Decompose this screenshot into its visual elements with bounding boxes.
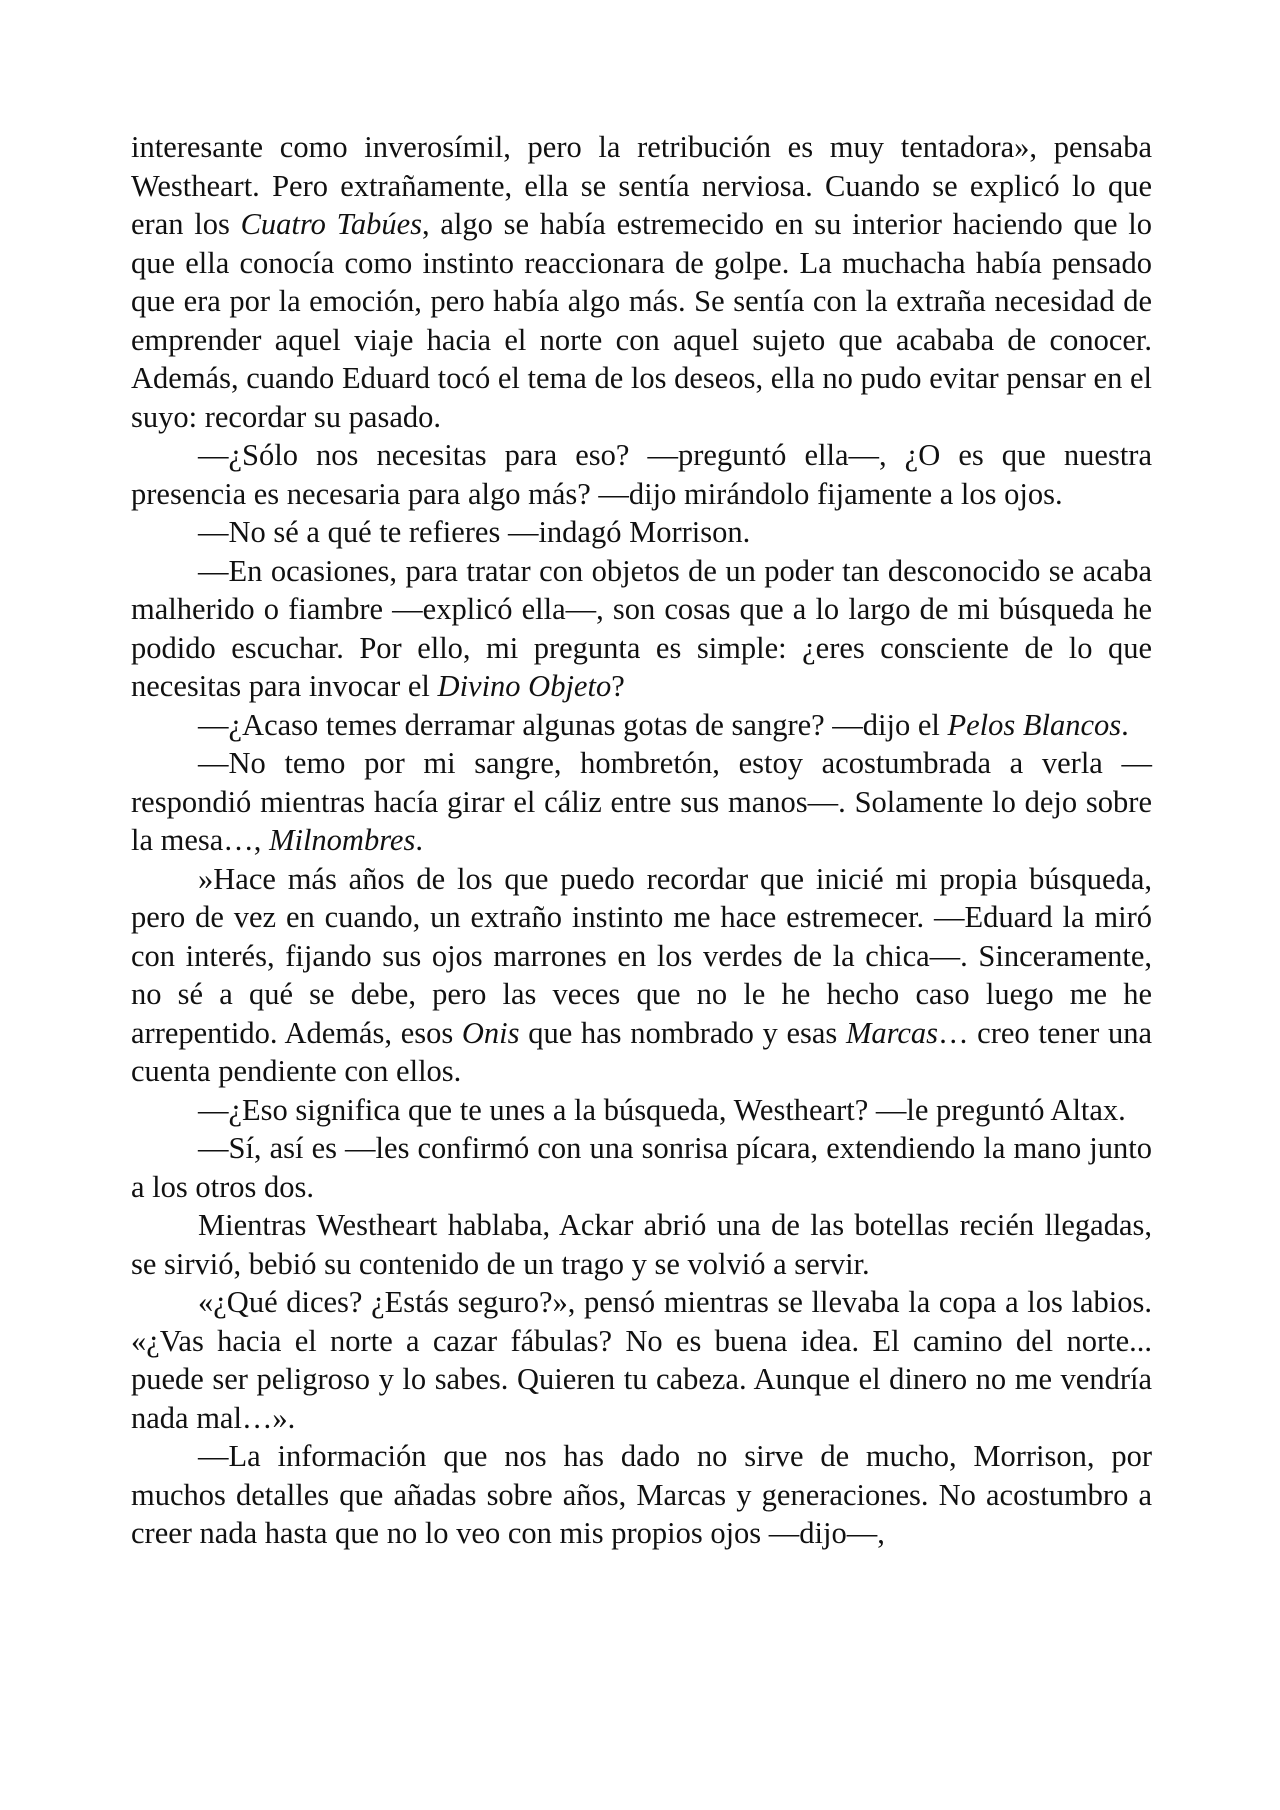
paragraph: —¿Eso significa que te unes a la búsqueda, Westheart? —le preguntó Altax.: [198, 1092, 1126, 1127]
paragraph: —No temo por mi sangre, hombretón, estoy acostumbrada a verla — respondió mientras hacía girar el cáliz entre sus manos—. Solamente lo dejo sobre la mesa…, Milnombres.: [131, 746, 1152, 857]
paragraph: Mientras Westheart hablaba, Ackar abrió una de las botellas recién llegadas, se sirvió, bebió su contenido de un trago y se volvió a servir.: [131, 1208, 1152, 1281]
paragraph: «¿Qué dices? ¿Estás seguro?», pensó mientras se llevaba la copa a los labios. «¿Vas hacia el norte a cazar fábulas? No es buena idea. El camino del norte... puede ser peligroso y lo sabes. Quieren tu cabeza. Aunque el dinero no me vendría nada mal…».: [131, 1285, 1152, 1435]
paragraph: —La información que nos has dado no sirve de mucho, Morrison, por muchos detalles que añadas sobre años, Marcas y generaciones. No acostumbro a creer nada hasta que no lo veo con mis propios ojos —dijo—,: [131, 1439, 1152, 1550]
italic-term: Divino Objeto: [437, 669, 612, 703]
paragraph: »Hace más años de los que puedo recordar que inicié mi propia búsqueda, pero de vez en cuando, un extraño instinto me hace estremecer. —Eduard la miró con interés, fijando sus ojos marrones en los verdes de la chica—. Sinceramente, no sé a qué se debe, pero las veces que no le he hecho caso luego me he arrepentido. Además, esos Onis que has nombrado y esas Marcas… creo tener una cuenta pendiente con ellos.: [131, 861, 1152, 1088]
paragraph: —No sé a qué te refieres —indagó Morrison.: [198, 515, 751, 549]
paragraph: —Sí, así es —les confirmó con una sonrisa pícara, extendiendo la mano junto a los otros dos.: [131, 1131, 1152, 1204]
italic-term: Milnombres: [269, 823, 416, 857]
paragraph: —¿Acaso temes derramar algunas gotas de sangre? —dijo el Pelos Blancos.: [198, 707, 1129, 742]
paragraph: —En ocasiones, para tratar con objetos de un poder tan desconocido se acaba malherido o fiambre —explicó ella—, son cosas que a lo largo de mi búsqueda he podido escuchar. Por ello, mi pregunta es simple: ¿eres consciente de lo que necesitas para invocar el Divino Objeto?: [131, 553, 1152, 703]
italic-term: Marcas: [845, 1015, 939, 1050]
body-text: [131, 128, 1152, 1553]
italic-term: Cuatro Tabúes: [240, 207, 422, 241]
italic-term: Onis: [461, 1015, 520, 1050]
paragraph: interesante como inverosímil, pero la retribución es muy tentadora», pensaba Westheart. Pero extrañamente, ella se sentía nerviosa. Cuando se explicó lo que eran los Cuatro Tabúes, algo se había estremecido en su interior haciendo que lo que ella conocía como instinto reaccionara de golpe. La muchacha había pensado que era por la emoción, pero había algo más. Se sentía con la extraña necesidad de emprender aquel viaje hacia el norte con aquel sujeto que acababa de conocer. Además, cuando Eduard tocó el tema de los deseos, ella no pudo evitar pensar en el suyo: recordar su pasado.: [131, 130, 1153, 434]
paragraph: —¿Sólo nos necesitas para eso? —preguntó ella—, ¿O es que nuestra presencia es necesaria para algo más? —dijo mirándolo fijamente a los ojos.: [131, 438, 1152, 511]
italic-term: Pelos Blancos: [947, 707, 1122, 742]
